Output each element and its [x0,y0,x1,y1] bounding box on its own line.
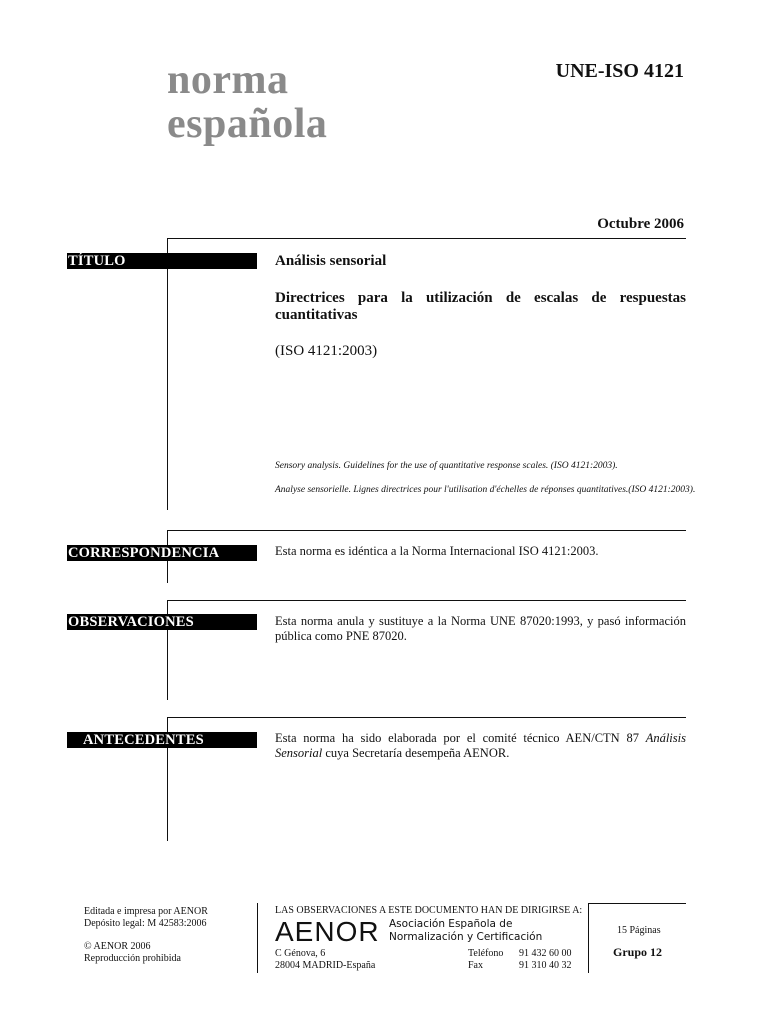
section-label-observaciones: OBSERVACIONES [67,614,257,630]
footer-edition-info [84,906,208,964]
price-group: Grupo 12 [613,945,663,959]
aenor-full-name [389,918,542,944]
rule-correspondencia [167,530,686,531]
standard-code: UNE-ISO 4121 [555,60,684,82]
document-main-title: Análisis sensorial [275,253,387,269]
footer-box-left [588,903,589,973]
phone-number: 91 432 60 00 [519,948,572,959]
antecedentes-text-before: Esta norma ha sido elaborada por el comité técnico AEN/CTN 87 [275,731,646,745]
reproduction-notice: Reproducción prohibida [84,952,181,964]
document-subtitle: Directrices para la utilización de escalas de respuestas cuantitativas [275,290,686,323]
legal-deposit: Depósito legal: M 42583:2006 [84,917,207,929]
antecedentes-committee-name: Análisis Sensorial [275,731,686,760]
page-count: 15 Páginas [617,925,661,936]
footer-divider-left [257,903,258,973]
address-street: C Génova, 6 [275,948,326,959]
copyright: © AENOR 2006 [84,941,151,952]
phone-label: Teléfono [468,948,504,959]
aenor-logo: AENOR [275,916,380,947]
contact-labels [468,948,503,971]
edited-by: Editada e impresa por AENOR [84,906,208,917]
iso-reference: (ISO 4121:2003) [275,343,378,359]
footer-box-top [588,903,686,904]
title-line-2: española [167,101,328,147]
rule-titulo [167,238,686,239]
section-label-titulo: TÍTULO [67,253,257,269]
english-title: Sensory analysis. Guidelines for the use of quantitative response scales. (ISO 4121:2003). [275,461,618,471]
section-label-antecedentes: ANTECEDENTES [67,732,257,748]
vline-titulo [167,238,168,510]
fax-label: Fax [468,959,483,971]
antecedentes-text [275,731,686,761]
org-name-line-1: Asociación Española de [389,918,513,930]
publication-date: Octubre 2006 [597,216,684,232]
section-label-correspondencia: CORRESPONDENCIA [67,545,257,561]
observations-heading: LAS OBSERVACIONES A ESTE DOCUMENTO HAN DE DIRIGIRSE A: [275,905,583,916]
contact-numbers [519,948,572,971]
address [275,948,375,971]
org-name-line-2: Normalización y Certificación [389,931,543,943]
antecedentes-text-after: cuya Secretaría desempeña AENOR. [322,746,510,760]
document-type-title [167,58,327,146]
french-title: Analyse sensorielle. Lignes directrices pour l'utilisation d'échelles de réponses quantitatives.(ISO 4121:2003). [275,485,696,495]
observaciones-text: Esta norma anula y sustituye a la Norma UNE 87020:1993, y pasó información pública como PNE 87020. [275,614,686,643]
title-line-1: norma [167,57,289,103]
correspondencia-text: Esta norma es idéntica a la Norma Internacional ISO 4121:2003. [275,544,599,558]
rule-observaciones [167,600,686,601]
address-city: 28004 MADRID-España [275,959,376,971]
fax-number: 91 310 40 32 [519,959,572,971]
rule-antecedentes [167,717,686,718]
